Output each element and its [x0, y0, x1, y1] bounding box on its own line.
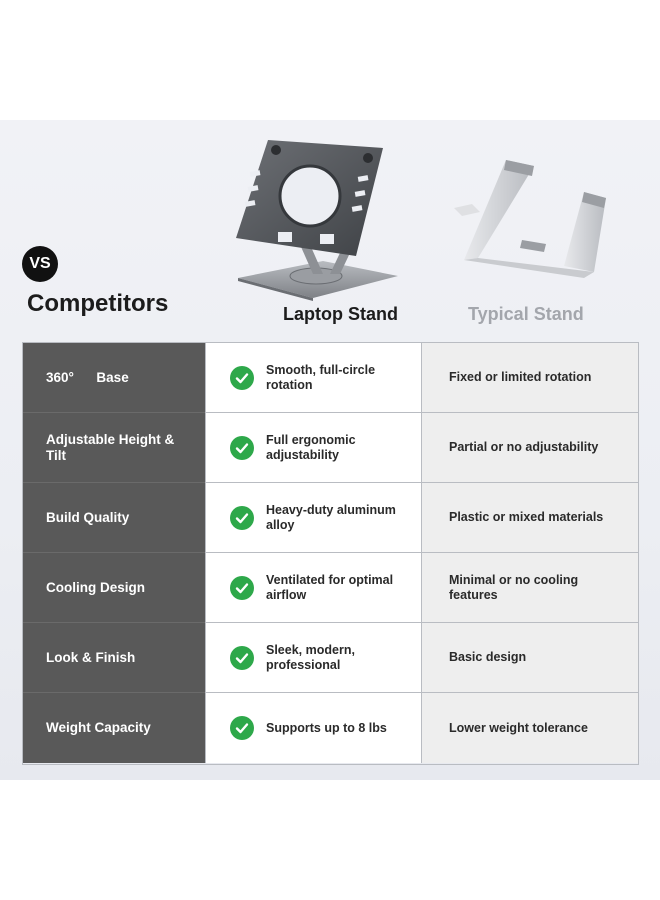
vs-badge: VS [22, 246, 58, 282]
check-circle-icon [230, 366, 254, 390]
laptop-stand-label: Laptop Stand [283, 304, 398, 324]
typical-stand-value: Basic design [421, 623, 638, 693]
check-circle-icon [230, 576, 254, 600]
feature-cell: Cooling Design [23, 553, 205, 623]
typical-stand-value: Minimal or no cooling features [421, 553, 638, 623]
feature-cell: Look & Finish [23, 623, 205, 693]
laptop-stand-value: Full ergonomic adjustability [266, 432, 356, 462]
laptop-stand-value: Heavy-duty aluminum alloy [266, 502, 396, 532]
table-row [23, 483, 638, 553]
laptop-stand-cell [205, 343, 421, 413]
check-circle-icon [230, 646, 254, 670]
table-row [23, 693, 638, 763]
feature-cell: Build Quality [23, 483, 205, 553]
laptop-stand-cell [205, 553, 421, 623]
laptop-stand-cell [205, 623, 421, 693]
laptop-stand-cell [205, 413, 421, 483]
typical-stand-image [444, 160, 614, 290]
check-circle-icon [230, 436, 254, 460]
laptop-stand-value: Sleek, modern, professional [266, 642, 355, 672]
typical-stand-value: Lower weight tolerance [421, 693, 638, 763]
laptop-stand-cell [205, 483, 421, 553]
competitors-heading: Competitors [27, 290, 169, 317]
typical-stand-value: Partial or no adjustability [421, 413, 638, 483]
laptop-stand-cell [205, 693, 421, 763]
typical-stand-value: Fixed or limited rotation [421, 343, 638, 413]
comparison-table [22, 342, 639, 765]
table-row [23, 343, 638, 413]
feature-cell: Adjustable Height & Tilt [23, 413, 205, 483]
check-circle-icon [230, 506, 254, 530]
typical-stand-value: Plastic or mixed materials [421, 483, 638, 553]
table-row [23, 413, 638, 483]
laptop-stand-value: Ventilated for optimal airflow [266, 572, 394, 602]
typical-stand-label: Typical Stand [468, 304, 584, 324]
laptop-stand-image [228, 136, 398, 301]
feature-cell: 360° Base [23, 343, 205, 413]
laptop-stand-value: Supports up to 8 lbs [266, 720, 387, 735]
laptop-stand-value: Smooth, full-circle rotation [266, 362, 376, 392]
feature-cell: Weight Capacity [23, 693, 205, 763]
table-row [23, 553, 638, 623]
check-circle-icon [230, 716, 254, 740]
table-row [23, 623, 638, 693]
